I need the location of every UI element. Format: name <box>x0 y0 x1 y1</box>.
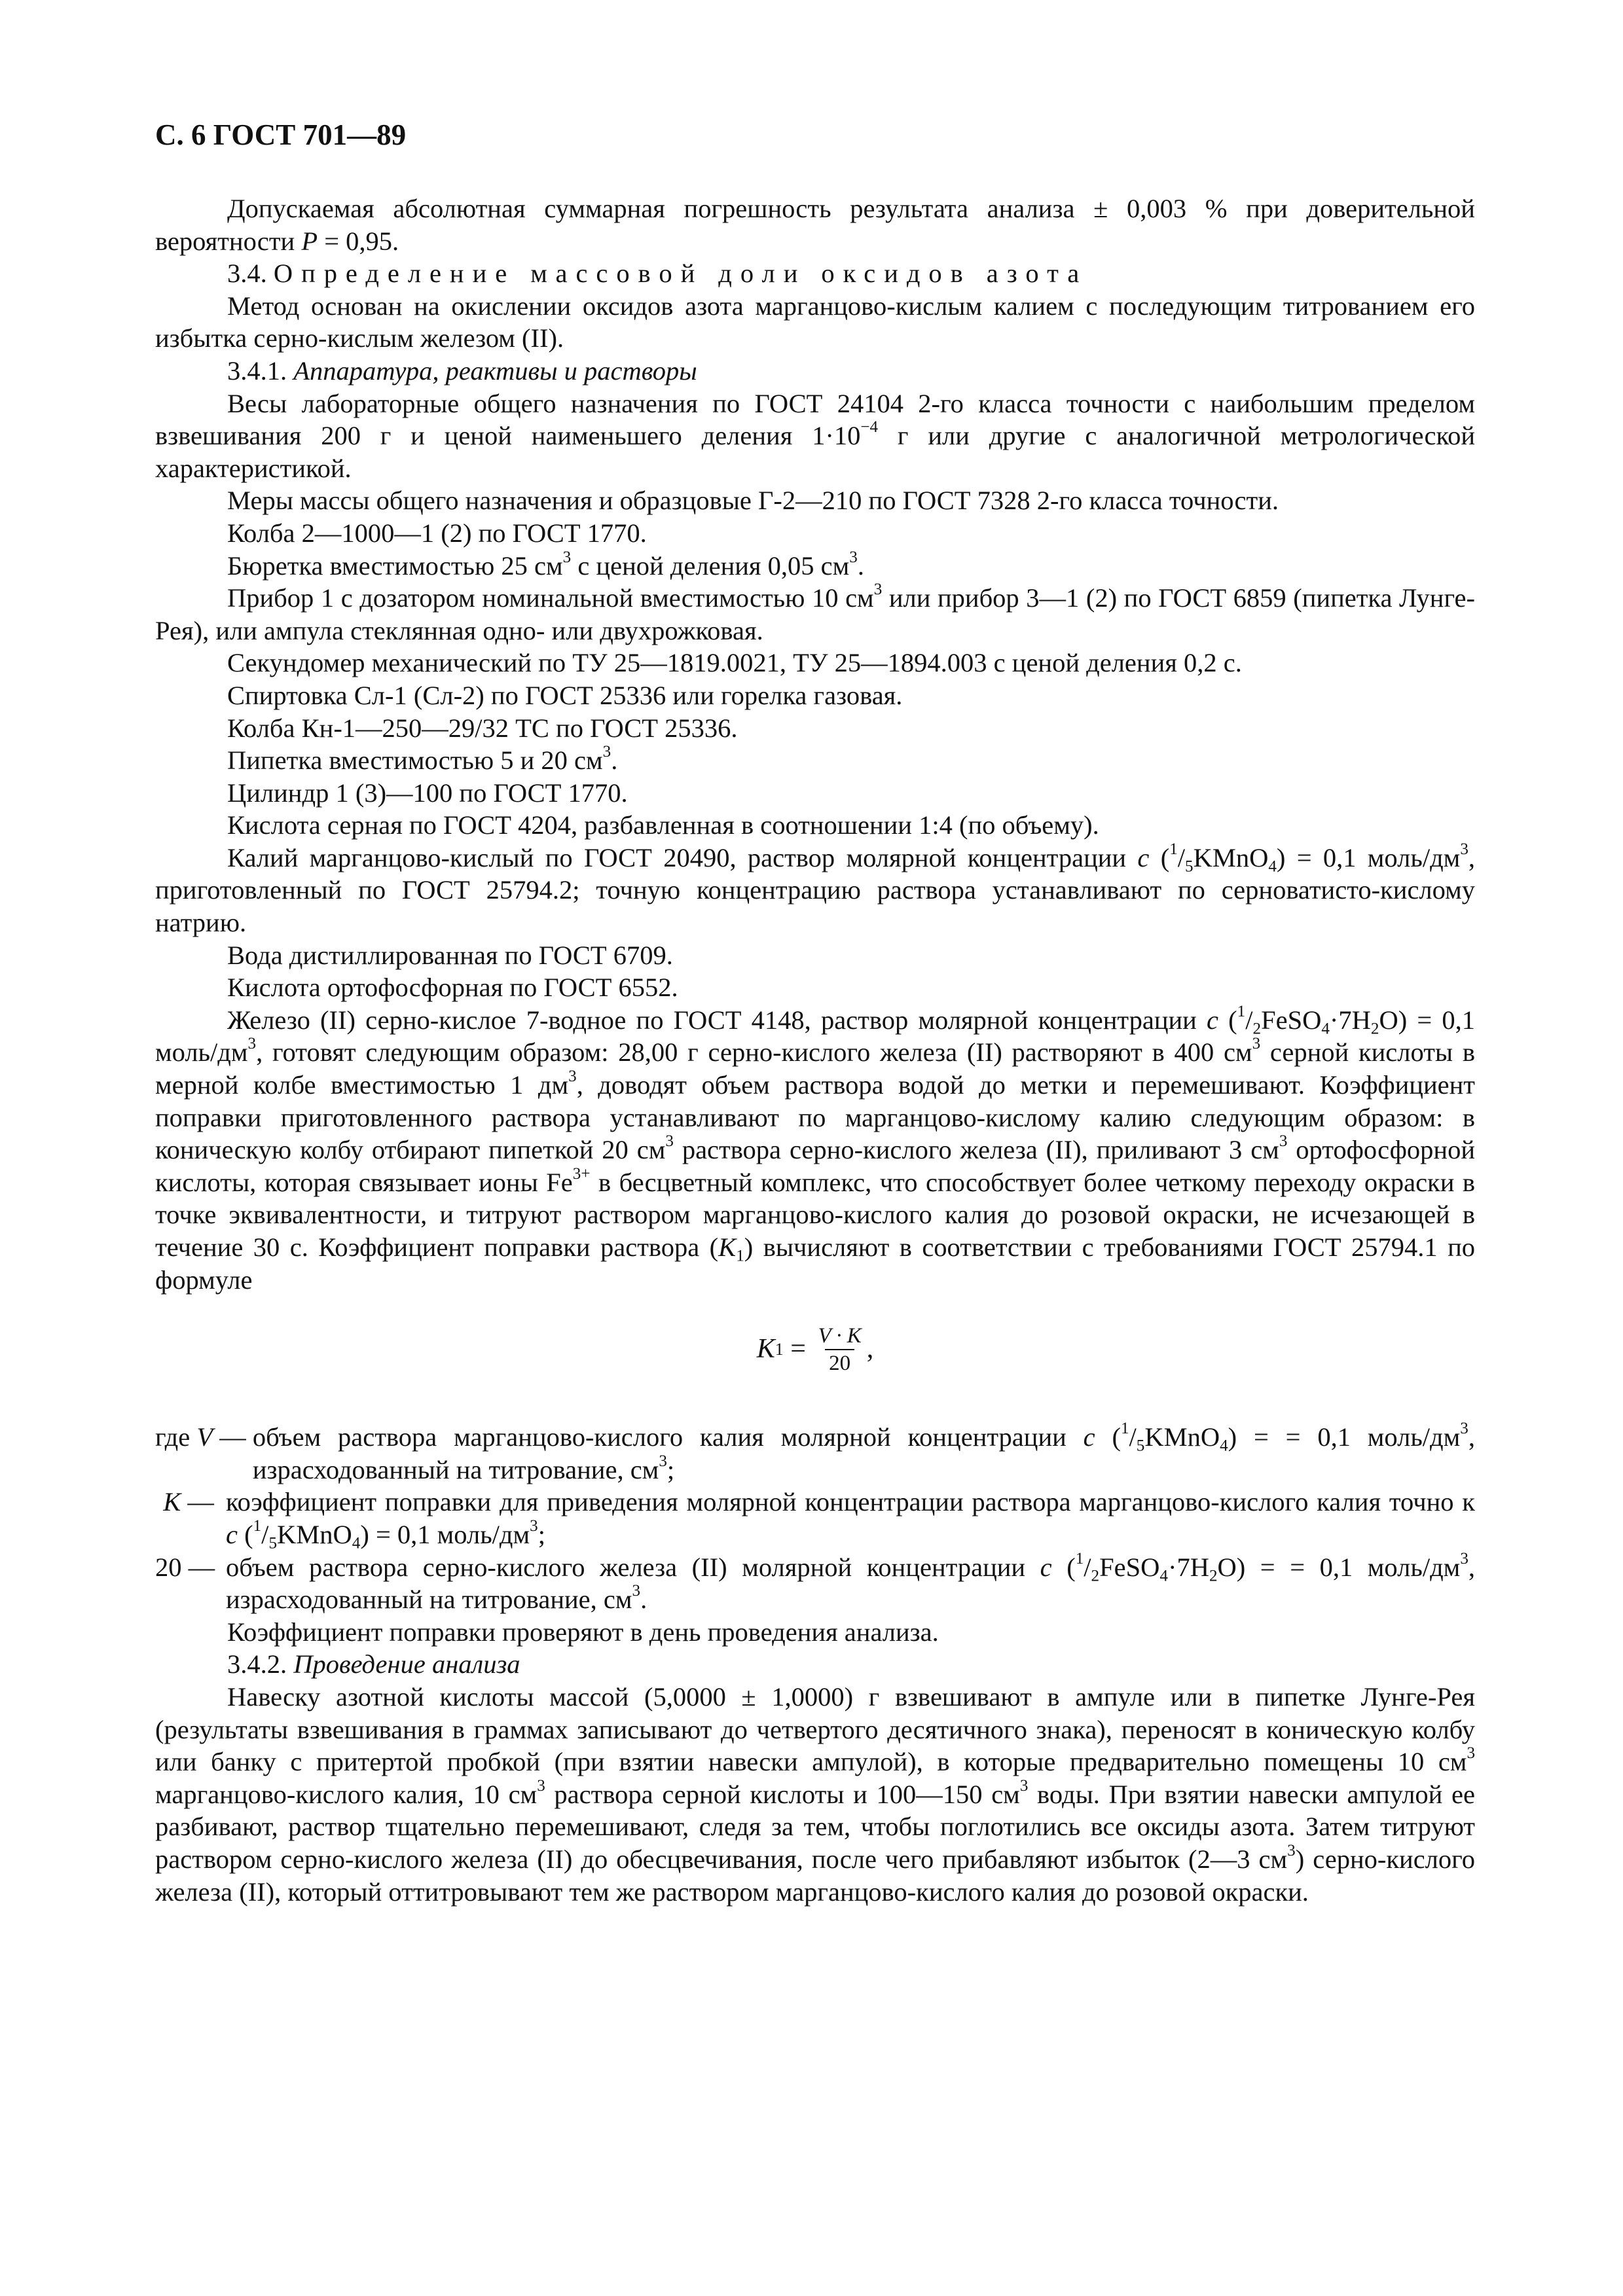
page-header: С. 6 ГОСТ 701—89 <box>155 118 407 151</box>
equipment-conical-flask: Колба Кн-1—250—29/32 ТС по ГОСТ 25336. <box>227 713 738 743</box>
section-3-4-2-heading: 3.4.2. Проведение анализа <box>227 1649 520 1679</box>
equipment-burner: Спиртовка Сл-1 (Сл-2) по ГОСТ 25336 или горелка газовая. <box>227 680 903 710</box>
paragraph-analysis: Навеску азотной кислоты массой (5,0000 ± 1,0000) г взвешивают в ампуле или в пипетке Лунге-Рея (результаты взвешивания в граммах записывают до четвертого десятичного знака), переносят в коническую колбу или банку с притертой пробкой (при взятии навески ампулой), в которые предварительно помещены 10 $см^3$ марганцово-кислого калия, 10 $см^3$ раствора серной кислоты и 100—150 $см^3$ воды. При взятии навески ампулой ее разбивают, раствор тщательно перемешивают, следя за тем, чтобы поглотились все оксиды азота. Затем титруют раствором серно-кислого железа (II) до обесцвечивания, после чего прибавляют избыток (2—3 $см^3$) серно-кислого железа (II), который оттитровывают тем же раствором марганцово-кислого калия до розовой окраски. <box>155 1681 1475 1907</box>
paragraph-method: Метод основан на окислении оксидов азота марганцово-кислым калием с последующим титрованием его избытка серно-кислым железом (II). <box>155 291 1475 353</box>
equipment-device: Прибор 1 с дозатором номинальной вместимостью 10 $см^3$ или прибор 3—1 (2) по ГОСТ 6859 (пипетка Лунге-Рея), или ампула стеклянная одно- или двухрожковая. <box>155 581 1475 645</box>
equipment-pipette: Пипетка вместимостью 5 и 20 $см^3$. <box>227 743 618 776</box>
reagent-phosphoric-acid: Кислота ортофосфорная по ГОСТ 6552. <box>227 973 678 1003</box>
document-page <box>155 115 1475 1908</box>
reagent-sulfuric-acid: Кислота серная по ГОСТ 4204, разбавленная в соотношении 1:4 (по объему). <box>227 810 1099 840</box>
equipment-weights: Меры массы общего назначения и образцовые Г-2—210 по ГОСТ 7328 2-го класса точности. <box>227 486 1279 516</box>
formula-legend <box>155 1421 1475 1616</box>
formula-k1: K 1 = $\frac{V \cdot K}{20}$ , <box>756 1323 874 1375</box>
formula-equals: = <box>783 1333 813 1364</box>
formula-denominator: 20 <box>825 1349 854 1376</box>
legend-row-20: 20 — объем раствора серно-кислого железа (II) молярной концентрации c $(^1/_2FeSO_4\cdot 7H_2O)$ = = 0,1 моль/$дм^3$, израсходованный на титрование, $см^3$. <box>155 1549 1476 1615</box>
section-3-4-1-heading: 3.4.1. Аппаратура, реактивы и растворы <box>227 355 697 386</box>
formula-fraction <box>815 1323 864 1376</box>
paragraph-error: Допускаемая абсолютная суммарная погрешность результата анализа ± 0,003 % при доверительной вероятности P = 0,95. <box>155 194 1475 256</box>
paragraph-check: Коэффициент поправки проверяют в день проведения анализа. <box>227 1617 939 1647</box>
formula-lhs: K <box>756 1333 775 1364</box>
section-3-4-heading: 3.4. Определение массовой доли оксидов азота <box>227 259 1088 289</box>
equipment-flask: Колба 2—1000—1 (2) по ГОСТ 1770. <box>227 518 647 548</box>
equipment-stopwatch: Секундомер механический по ТУ 25—1819.0021, ТУ 25—1894.003 с ценой деления 0,2 с. <box>227 648 1242 678</box>
legend-row-k: K — коэффициент поправки для приведения молярной концентрации раствора марганцово-кислого калия точно к c $(^1/_5KMnO_4) = 0,1$ моль/$дм^3$; <box>163 1487 1475 1552</box>
reagent-permanganate: Калий марганцово-кислый по ГОСТ 20490, раствор молярной концентрации c $(^1/_5KMnO_4) = 0,1$ моль/$дм^3$, приготовленный по ГОСТ 25794.2; точную концентрацию раствора устанавливают по серноватисто-кислому натрию. <box>155 840 1475 938</box>
formula-comma: , <box>866 1333 874 1364</box>
equipment-cylinder: Цилиндр 1 (3)—100 по ГОСТ 1770. <box>227 778 628 808</box>
legend-row-v: где V — объем раствора марганцово-кислого калия молярной концентрации c $(^1/_5KMnO_4)$ = = 0,1 моль/$дм^3$, израсходованный на титрование, $см^3$; <box>155 1420 1475 1484</box>
equipment-burette: Бюретка вместимостью 25 $см^3$ с ценой деления 0,05 $см^3$. <box>227 548 864 581</box>
equipment-scales: Весы лабораторные общего назначения по ГОСТ 24104 2-го класса точности с наибольшим пределом взвешивания 200 г и ценой наименьшего деления $1\cdot 10^{-4}$ г или другие с аналогичной метрологической характеристикой. <box>155 388 1476 483</box>
reagent-iron-sulfate: Железо (II) серно-кислое 7-водное по ГОСТ 4148, раствор молярной концентрации c $(^1/_2FeSO_4\cdot 7H_2O) = 0,1$ моль/$дм^3$, готовят следующим образом: 28,00 г серно-кислого железа (II) растворяют в 400 $см^3$ серной кислоты в мерной колбе вместимостью 1 $дм^3$, доводят объем раствора водой до метки и перемешивают. Коэффициент поправки приготовленного раствора устанавливают по марганцово-кислому калию следующим образом: в коническую колбу отбирают пипеткой 20 $см^3$ раствора серно-кислого железа (II), приливают 3 $см^3$ ортофосфорной кислоты, которая связывает ионы $Fe^{3+}$ в бесцветный комплекс, что способствует более четкому переходу окраски в точке эквивалентности, и титруют раствором марганцово-кислого калия до розовой окраски, не исчезающей в течение 30 с. Коэффициент поправки раствора $(K_1)$ вычисляют в соответствии с требованиями ГОСТ 25794.1 по формуле <box>155 1003 1475 1295</box>
formula-numerator: V · K <box>818 1323 862 1348</box>
reagent-water: Вода дистиллированная по ГОСТ 6709. <box>227 940 673 970</box>
